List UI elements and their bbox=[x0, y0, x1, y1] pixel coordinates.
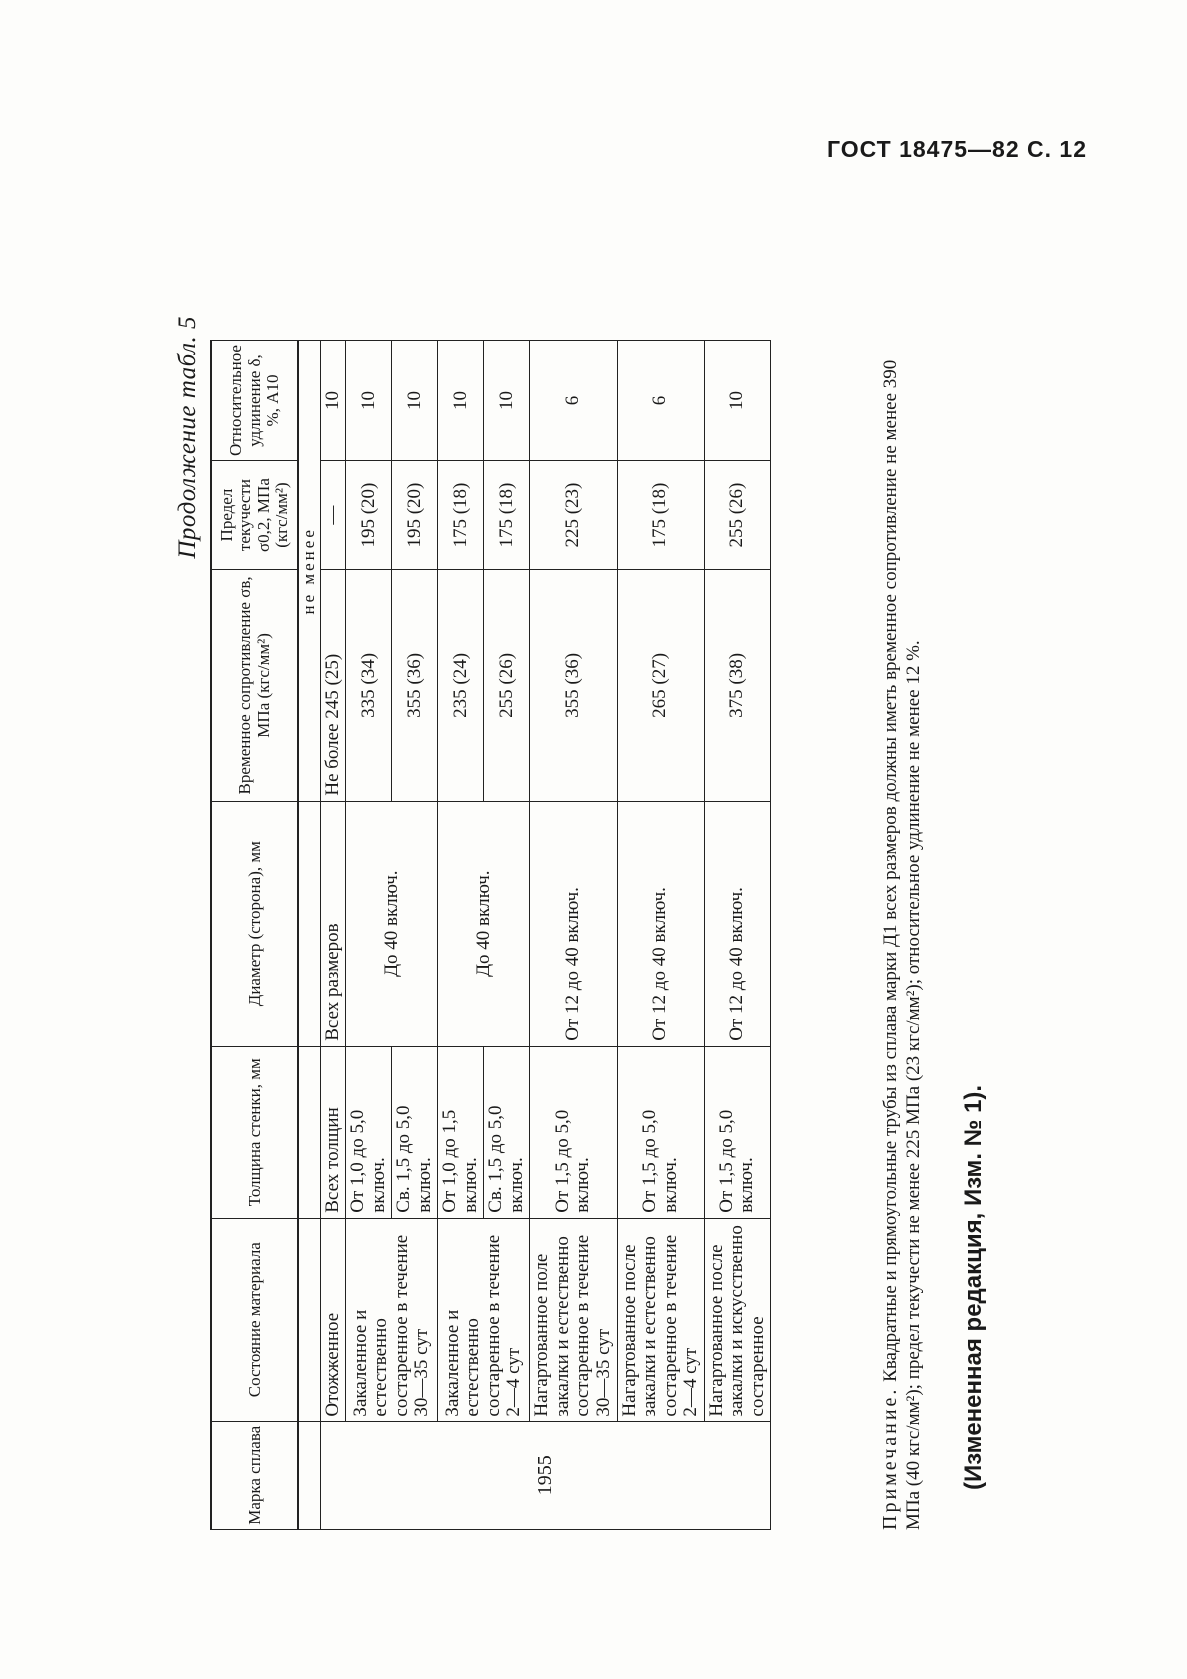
table-row bbox=[346, 341, 392, 1530]
cell-diameter: Всех размеров bbox=[320, 801, 346, 1046]
cell-yield: 175 (18) bbox=[484, 460, 530, 569]
header-yield: Предел текучести σ0,2, МПа (кгс/мм²) bbox=[211, 460, 298, 569]
note-label: Примечание. bbox=[879, 1386, 901, 1530]
header-sub-empty-1 bbox=[298, 1421, 320, 1529]
alloy-mark: 1955 bbox=[320, 1421, 770, 1529]
cell-state: Нагартованное после закалки и искусственно состаренное bbox=[704, 1218, 771, 1421]
page-header: ГОСТ 18475—82 С. 12 bbox=[826, 136, 1087, 162]
cell-yield: 255 (26) bbox=[704, 460, 771, 569]
cell-state: Нагартованное поле закалки и естественно состаренное в течение 30—35 сут bbox=[530, 1218, 617, 1421]
cell-elongation: 10 bbox=[438, 341, 484, 461]
cell-diameter: До 40 включ. bbox=[346, 801, 438, 1046]
cell-thickness: От 1,5 до 5,0 включ. bbox=[617, 1046, 704, 1218]
header-row bbox=[211, 341, 298, 1530]
header-sub-empty-3 bbox=[298, 1046, 320, 1218]
cell-elongation: 10 bbox=[320, 341, 346, 461]
cell-thickness: От 1,5 до 5,0 включ. bbox=[704, 1046, 771, 1218]
cell-elongation: 10 bbox=[346, 341, 392, 461]
cell-diameter: До 40 включ. bbox=[438, 801, 530, 1046]
header-subrow bbox=[298, 341, 320, 1530]
cell-thickness: От 1,5 до 5,0 включ. bbox=[530, 1046, 617, 1218]
cell-yield: 195 (20) bbox=[392, 460, 438, 569]
header-sub-empty-2 bbox=[298, 1218, 320, 1421]
cell-strength: 355 (36) bbox=[530, 570, 617, 802]
properties-table bbox=[210, 340, 771, 1530]
table-row bbox=[704, 341, 771, 1530]
rotated-table-block bbox=[170, 310, 1050, 1530]
cell-strength: 375 (38) bbox=[704, 570, 771, 802]
cell-yield: 175 (18) bbox=[438, 460, 484, 569]
cell-thickness: Всех толщин bbox=[320, 1046, 346, 1218]
cell-state: Закаленное и естественно состаренное в течение 30—35 сут bbox=[346, 1218, 438, 1421]
amendment-line: (Измененная редакция, Изм. № 1). bbox=[960, 1084, 987, 1490]
table-caption: Продолжение табл. 5 bbox=[174, 316, 201, 559]
cell-strength: 235 (24) bbox=[438, 570, 484, 802]
cell-state: Нагартованное после закалки и естественно состаренное в течение 2—4 сут bbox=[617, 1218, 704, 1421]
header-not-less: не менее bbox=[298, 341, 320, 802]
cell-yield: 195 (20) bbox=[346, 460, 392, 569]
cell-strength: 265 (27) bbox=[617, 570, 704, 802]
cell-elongation: 6 bbox=[617, 341, 704, 461]
note-text: Квадратные и прямоугольные трубы из сплава марки Д1 всех размеров должны иметь временное сопротивление не менее 390 МПа (40 кгс/мм²); предел текучести не менее 225 МПа (23 кгс/мм²); относительное удлинение не менее 12 %. bbox=[880, 359, 924, 1530]
table-row bbox=[617, 341, 704, 1530]
table-row bbox=[320, 341, 346, 1530]
header-diameter: Диаметр (сторона), мм bbox=[211, 801, 298, 1046]
cell-yield: 175 (18) bbox=[617, 460, 704, 569]
cell-strength: 335 (34) bbox=[346, 570, 392, 802]
cell-thickness: Св. 1,5 до 5,0 включ. bbox=[484, 1046, 530, 1218]
cell-elongation: 10 bbox=[484, 341, 530, 461]
cell-state: Отожженное bbox=[320, 1218, 346, 1421]
header-sub-empty-4 bbox=[298, 801, 320, 1046]
cell-strength: 355 (36) bbox=[392, 570, 438, 802]
table-row bbox=[438, 341, 484, 1530]
cell-strength: Не более 245 (25) bbox=[320, 570, 346, 802]
cell-thickness: Св. 1,5 до 5,0 включ. bbox=[392, 1046, 438, 1218]
cell-yield: 225 (23) bbox=[530, 460, 617, 569]
cell-thickness: От 1,0 до 5,0 включ. bbox=[346, 1046, 392, 1218]
cell-diameter: От 12 до 40 включ. bbox=[704, 801, 771, 1046]
cell-state: Закаленное и естественно состаренное в течение 2—4 сут bbox=[438, 1218, 530, 1421]
header-strength: Временное сопротивление σв, МПа (кгс/мм²) bbox=[211, 570, 298, 802]
cell-diameter: От 12 до 40 включ. bbox=[617, 801, 704, 1046]
cell-elongation: 6 bbox=[530, 341, 617, 461]
header-state: Состояние материала bbox=[211, 1218, 298, 1421]
header-elongation: Относительное удлинение δ, %, A10 bbox=[211, 341, 298, 461]
cell-elongation: 10 bbox=[392, 341, 438, 461]
header-thickness: Толщина стенки, мм bbox=[211, 1046, 298, 1218]
header-mark: Марка сплава bbox=[211, 1421, 298, 1529]
cell-strength: 255 (26) bbox=[484, 570, 530, 802]
table-row bbox=[530, 341, 617, 1530]
table-note bbox=[878, 330, 926, 1530]
cell-diameter: От 12 до 40 включ. bbox=[530, 801, 617, 1046]
cell-thickness: От 1,0 до 1,5 включ. bbox=[438, 1046, 484, 1218]
cell-elongation: 10 bbox=[704, 341, 771, 461]
cell-yield: — bbox=[320, 460, 346, 569]
